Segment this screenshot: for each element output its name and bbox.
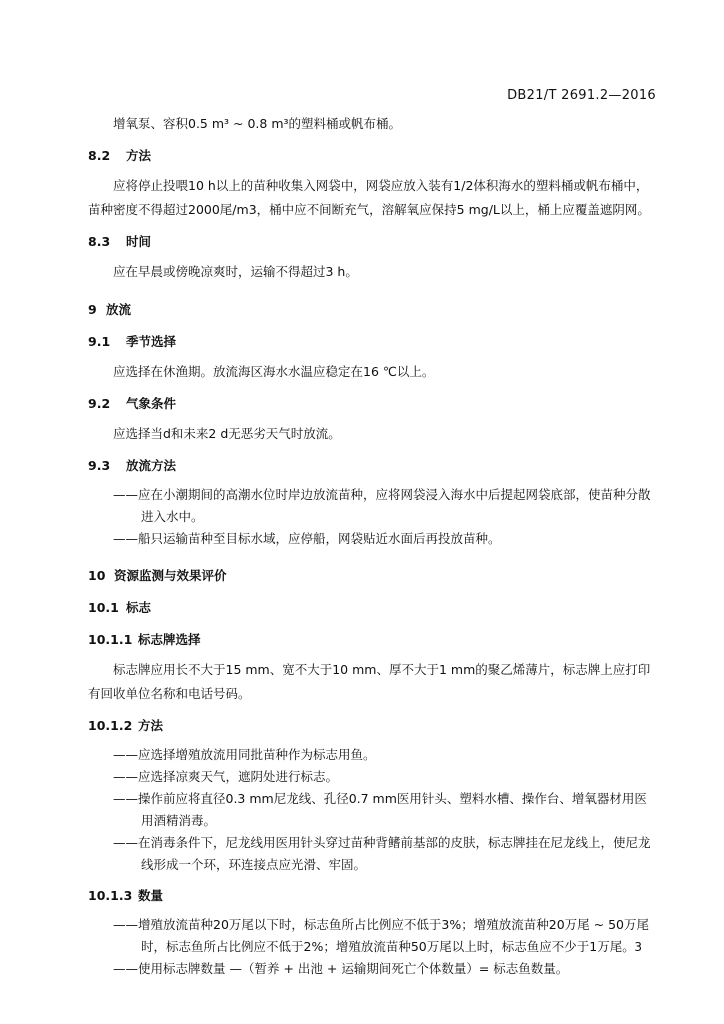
section-title: 气象条件 (126, 396, 177, 411)
section-number: 9.2 (88, 396, 111, 411)
section-number: 10.1.3 (88, 888, 133, 903)
list-item: ——船只运输苗种至目标水域，应停船，网袋贴近水面后再投放苗种。 (113, 531, 501, 546)
heading-10-1-1 (88, 628, 658, 652)
page-number: 3 (634, 940, 642, 954)
section-number: 9.1 (88, 334, 111, 349)
section-number: 9 (88, 302, 97, 317)
heading-9 (88, 298, 658, 322)
paragraph-8-3: 应在早晨或傍晚凉爽时，运输不得超过3 h。 (113, 264, 358, 279)
section-title: 季节选择 (126, 334, 177, 349)
list-item: ——应选择增殖放流用同批苗种作为标志用鱼。 (113, 747, 376, 762)
heading-10-1 (88, 596, 658, 620)
list-9-3 (88, 484, 658, 550)
section-title: 方法 (138, 718, 164, 733)
section-number: 10.1 (88, 600, 119, 615)
heading-9-3 (88, 454, 658, 478)
section-title: 资源监测与效果评价 (114, 568, 227, 583)
standard-code: DB21/T 2691.2—2016 (507, 88, 656, 103)
section-title: 标志 (126, 600, 152, 615)
list-item: ——增殖放流苗种20万尾以下时，标志鱼所占比例应不低于3%；增殖放流苗种20万尾 ~ 50万尾时，标志鱼所占比例应不低于2%；增殖放流苗种50万尾以上时，标志鱼应不少于1万尾。 (113, 917, 649, 954)
list-item: ——应选择凉爽天气，遮阴处进行标志。 (113, 769, 339, 784)
paragraph-8-2: 应将停止投喂10 h以上的苗种收集入网袋中，网袋应放入装有1/2体积海水的塑料桶或帆布桶中，苗种密度不得超过2000尾/m3，桶中应不间断充气，溶解氧应保持5 mg/L以上，桶上应覆盖遮阴网。 (88, 178, 650, 217)
section-title: 方法 (126, 148, 152, 163)
section-title: 标志牌选择 (138, 632, 201, 647)
heading-8-2 (88, 144, 658, 168)
list-item: ——操作前应将直径0.3 mm尼龙线、孔径0.7 mm医用针头、塑料水槽、操作台、增氧器材用医用酒精消毒。 (113, 791, 647, 828)
section-title: 放流 (106, 302, 132, 317)
heading-9-2 (88, 392, 658, 416)
section-number: 10.1.1 (88, 632, 133, 647)
heading-9-1 (88, 330, 658, 354)
heading-10-1-3 (88, 884, 658, 908)
document-body (88, 112, 658, 988)
paragraph-9-1: 应选择在休渔期。放流海区海水水温应稳定在16 ℃以上。 (113, 364, 435, 379)
section-number: 8.2 (88, 148, 111, 163)
section-title: 放流方法 (126, 458, 177, 473)
paragraph-continuation: 增氧泵、容积0.5 m³ ~ 0.8 m³的塑料桶或帆布桶。 (113, 116, 402, 131)
section-number: 10.1.2 (88, 718, 133, 733)
section-title: 时间 (126, 234, 152, 249)
heading-10-1-2 (88, 714, 658, 738)
paragraph-10-1-1: 标志牌应用长不大于15 mm、宽不大于10 mm、厚不大于1 mm的聚乙烯薄片，标志牌上应打印有回收单位名称和电话号码。 (88, 662, 651, 701)
heading-8-3 (88, 230, 658, 254)
list-10-1-3 (88, 914, 658, 980)
paragraph-9-2: 应选择当d和未来2 d无恶劣天气时放流。 (113, 426, 341, 441)
list-item: ——在消毒条件下，尼龙线用医用针头穿过苗种背鳍前基部的皮肤，标志牌挂在尼龙线上，使尼龙线形成一个环，环连接点应光滑、牢固。 (113, 835, 651, 872)
section-title: 数量 (138, 888, 164, 903)
section-number: 9.3 (88, 458, 111, 473)
list-item: ——应在小潮期间的高潮水位时岸边放流苗种，应将网袋浸入海水中后提起网袋底部，使苗种分散进入水中。 (113, 487, 651, 524)
list-item: ——使用标志牌数量 —（暂养 + 出池 + 运输期间死亡个体数量）= 标志鱼数量。 (113, 961, 569, 976)
list-10-1-2 (88, 744, 658, 876)
heading-10 (88, 564, 658, 588)
section-number: 10 (88, 568, 106, 583)
section-number: 8.3 (88, 234, 111, 249)
